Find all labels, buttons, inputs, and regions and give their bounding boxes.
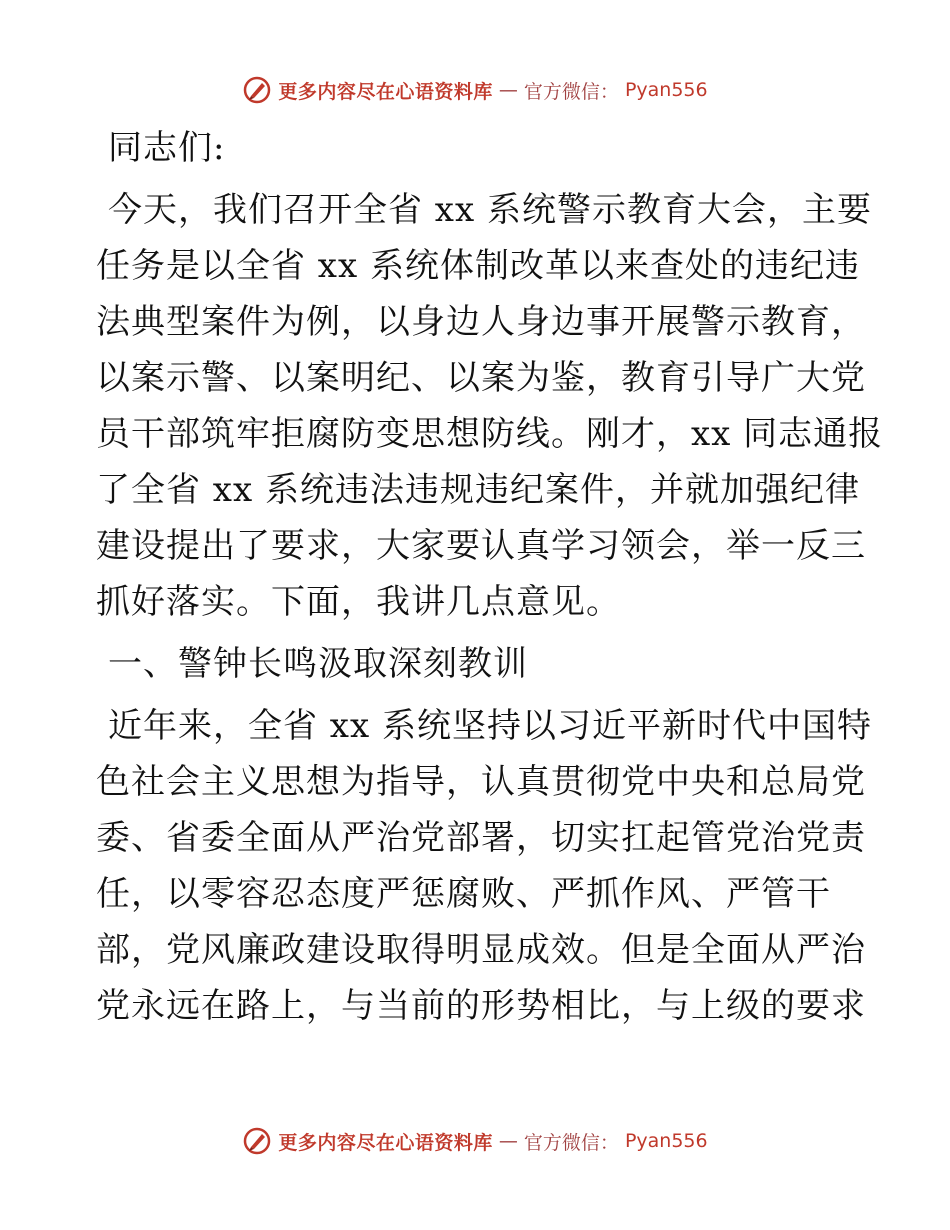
text-line: 法典型案件为例，以身边人身边事开展警示教育， [96,302,866,342]
text-line: 今天，我们召开全省 xx 系统警示教育大会，主要 [108,190,872,230]
banner-wechat-label: 官方微信： [523,80,619,103]
banner-separator: — [498,1130,518,1152]
text-line: 抓好落实。下面，我讲几点意见。 [96,582,621,622]
salutation: 同志们: [108,128,226,168]
text-line: 色社会主义思想为指导，认真贯彻党中央和总局党 [96,762,866,802]
pen-logo-icon [242,1126,272,1156]
text-line: 了全省 xx 系统违法违规违纪案件，并就加强纪律 [96,470,860,510]
text-line: 以案示警、以案明纪、以案为鉴，教育引导广大党 [96,358,866,398]
paragraph-intro [96,182,884,630]
footer-banner [0,1123,950,1159]
pen-logo-icon [242,75,272,105]
text-line: 委、省委全面从严治党部署，切实扛起管党治党责 [96,818,866,858]
section-heading: 一、警钟长鸣汲取深刻教训 [108,644,528,684]
paragraph-section1 [96,698,872,1034]
text-line: 任务是以全省 xx 系统体制改革以来查处的违纪违 [96,246,860,286]
banner-separator: — [498,79,518,101]
banner-brand-text: 更多内容尽在心语资料库 [278,1131,493,1154]
text-line: 部，党风廉政建设取得明显成效。但是全面从严治 [96,930,866,970]
text-line: 近年来，全省 xx 系统坚持以习近平新时代中国特 [108,706,872,746]
banner-wechat-label: 官方微信： [523,1131,619,1154]
text-line: 建设提出了要求，大家要认真学习领会，举一反三 [96,526,866,566]
text-line: 党永远在路上，与当前的形势相比，与上级的要求 [96,986,866,1026]
banner-brand-text: 更多内容尽在心语资料库 [278,80,493,103]
text-line: 任，以零容忍态度严惩腐败、严抓作风、严管干 [96,874,831,914]
banner-wechat-id: Pyan556 [624,79,708,101]
text-line: 员干部筑牢拒腐防变思想防线。刚才，xx 同志通报 [96,414,884,454]
document-body [96,120,884,1034]
header-banner [0,72,950,108]
banner-wechat-id: Pyan556 [624,1130,708,1152]
